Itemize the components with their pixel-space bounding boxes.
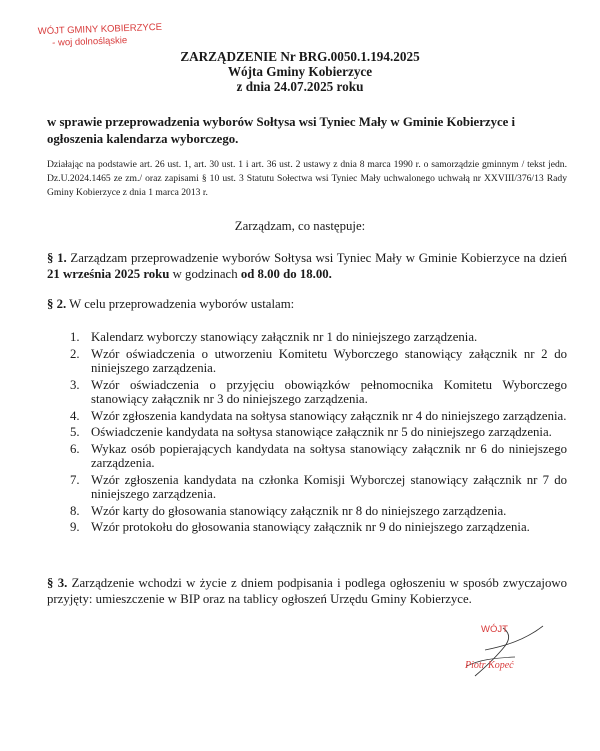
handwritten-signature — [445, 610, 565, 682]
signature-block — [445, 610, 565, 682]
section-2-text: W celu przeprowadzenia wyborów ustalam: — [69, 297, 295, 311]
list-item — [70, 520, 567, 535]
list-item — [70, 378, 567, 407]
list-item-text: Wzór karty do głosowania stanowiący załącznik nr 8 do niniejszego zarządzenia. — [91, 503, 507, 518]
list-item — [70, 442, 567, 471]
document-date: z dnia 24.07.2025 roku — [236, 79, 364, 94]
list-item-text: Wzór zgłoszenia kandydata na członka Komisji Wyborczej stanowiący załącznik nr 7 do niniejszego zarządzenia. — [91, 472, 567, 501]
signature-name: Piotr Kopeć — [465, 660, 514, 671]
list-item — [70, 473, 567, 502]
list-item-text: Kalendarz wyborczy stanowiący załącznik nr 1 do niniejszego zarządzenia. — [91, 330, 478, 344]
signature-title: WÓJT — [481, 624, 508, 635]
list-item-text: Wzór oświadczenia o utworzeniu Komitetu Wyborczego stanowiący załącznik nr 2 do niniejszego zarządzenia. — [91, 346, 567, 375]
section-3-sign: § 3. — [47, 576, 68, 590]
section-1 — [47, 250, 567, 282]
section-2 — [47, 296, 567, 312]
stamp-line-1: WÓJT GMINY KOBIERZYCE — [37, 21, 163, 38]
list-item-number: 6. — [70, 441, 80, 456]
list-item-text: Wzór oświadczenia o przyjęciu obowiązków pełnomocnika Komitetu Wyborczego stanowiący załącznik nr 3 do niniejszego zarządzenia. — [91, 377, 567, 406]
list-item-text: Wzór zgłoszenia kandydata na sołtysa stanowiący załącznik nr 4 do niniejszego zarządzenia. — [91, 408, 567, 423]
list-item-text: Wykaz osób popierających kandydata na sołtysa stanowiący załącznik nr 6 do niniejszego zarządzenia. — [91, 441, 567, 470]
section-1-hours: od 8.00 do 18.00. — [240, 267, 332, 281]
office-stamp — [38, 22, 163, 50]
section-1-sign: § 1. — [47, 251, 67, 265]
list-item-number: 3. — [70, 377, 80, 392]
list-item-text: Wzór protokołu do głosowania stanowiący załącznik nr 9 do niniejszego zarządzenia. — [91, 520, 530, 534]
legal-basis: Działając na podstawie art. 26 ust. 1, art. 30 ust. 1 i art. 36 ust. 2 ustawy z dnia 8 marca 1990 r. o samorządzie gminnym / tekst jedn. Dz.U.2024.1465 ze zm./ oraz zapisami § 10 ust. 3 Statutu Sołectwa wsi Tyniec Mały uchwalonego uchwałą nr XXVIII/376/13 Rady Gminy Kobierzyce z dnia 1 marca 2013 r. — [47, 159, 567, 198]
list-item-text: Oświadczenie kandydata na sołtysa stanowiące załącznik nr 5 do niniejszego zarządzenia. — [91, 425, 552, 439]
document-issuer: Wójta Gminy Kobierzyce — [227, 64, 373, 79]
section-1-text-a: Zarządzam przeprowadzenie wyborów Sołtysa wsi Tyniec Mały w Gminie Kobierzyce na dzień — [70, 251, 567, 265]
document-subject: w sprawie przeprowadzenia wyborów Sołtysa wsi Tyniec Mały w Gminie Kobierzyce i ogłoszenia kalendarza wyborczego. — [47, 115, 516, 146]
document-title: ZARZĄDZENIE Nr BRG.0050.1.194.2025 — [180, 49, 420, 64]
section-3-text: Zarządzenie wchodzi w życie z dniem podpisania i podlega ogłoszeniu w sposób zwyczajowo przyjęty: umieszczenie w BIP oraz na tablicy ogłoszeń Urzędu Gminy Kobierzyce. — [47, 576, 567, 606]
section-2-sign: § 2. — [47, 297, 67, 311]
list-item — [70, 330, 567, 345]
section-1-text-b: w godzinach — [172, 267, 238, 281]
list-item-number: 4. — [70, 408, 80, 423]
document-header — [0, 49, 600, 94]
section-3 — [47, 575, 567, 607]
list-item-number: 7. — [70, 472, 80, 487]
stamp-line-2: - woj dolnośląskie — [52, 35, 128, 49]
list-item-number: 5. — [70, 425, 80, 439]
list-item — [70, 409, 567, 424]
list-item — [70, 347, 567, 376]
zarzadzam-heading: Zarządzam, co następuje: — [234, 219, 366, 233]
list-item-number: 2. — [70, 346, 80, 361]
attachments-list — [70, 330, 567, 537]
list-item — [70, 425, 567, 440]
list-item-number: 9. — [70, 520, 80, 534]
list-item-number: 8. — [70, 503, 80, 518]
section-1-date: 21 września 2025 roku — [47, 267, 170, 281]
list-item-number: 1. — [70, 330, 80, 344]
list-item — [70, 504, 567, 519]
